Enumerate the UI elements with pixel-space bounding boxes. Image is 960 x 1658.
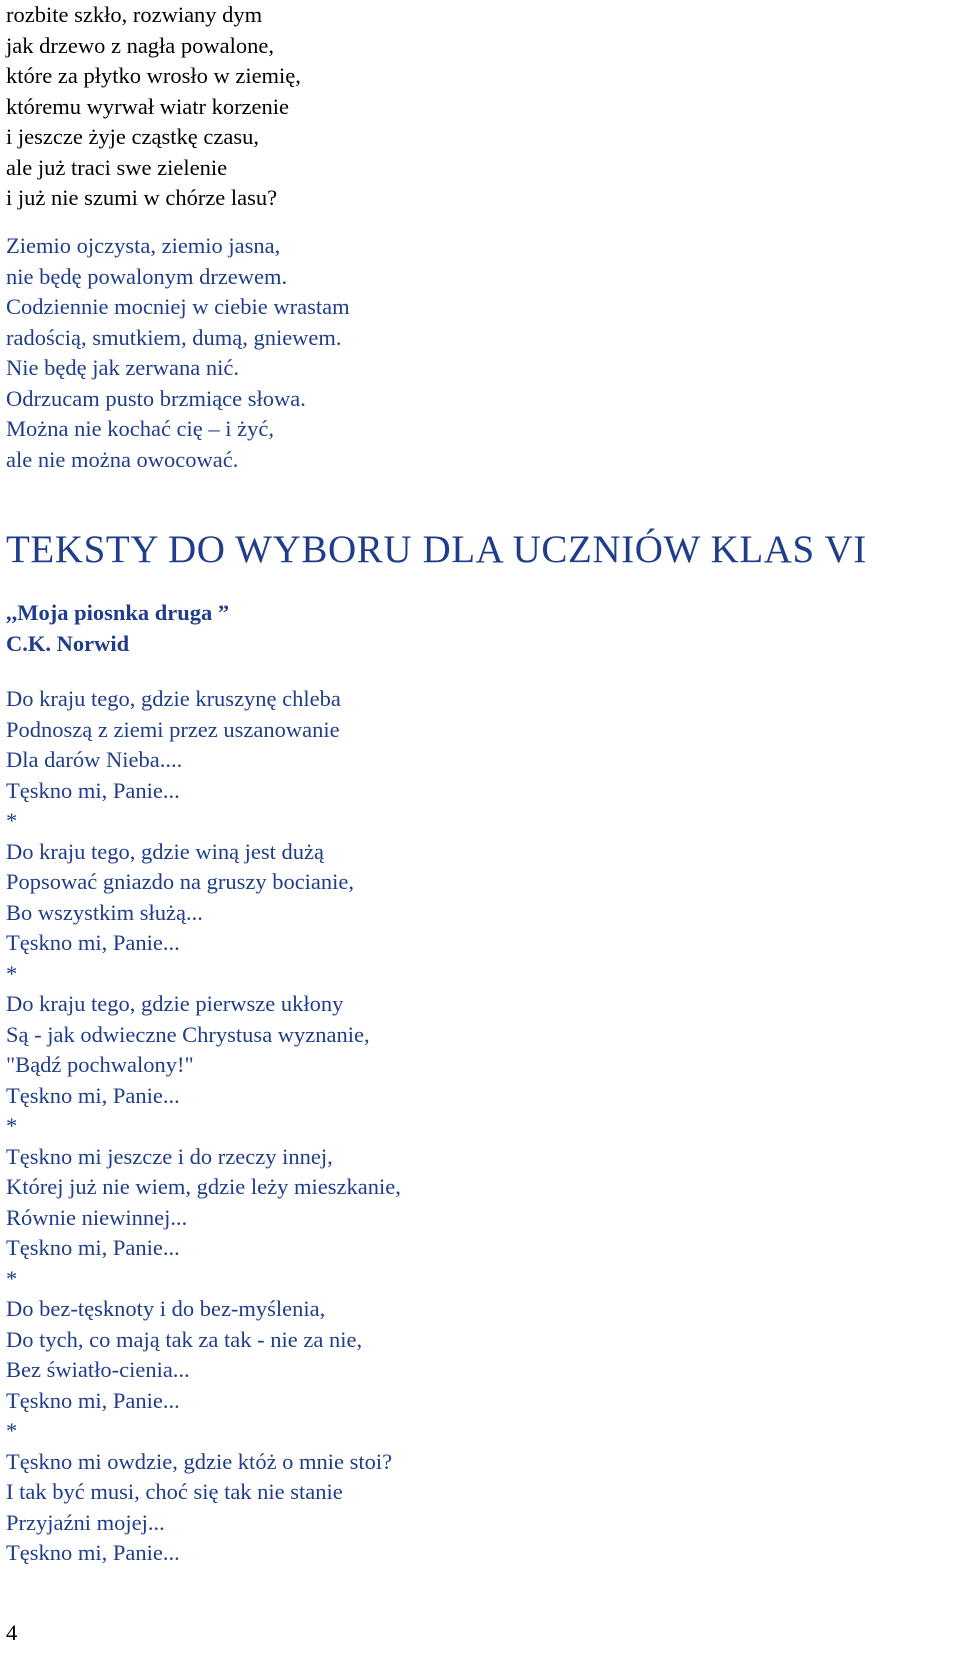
- poem-line: Dla darów Nieba....: [6, 747, 183, 772]
- poem-line: Do kraju tego, gdzie kruszynę chleba: [6, 686, 341, 711]
- poem-line: Bez światło-cienia...: [6, 1357, 190, 1382]
- poem-line: Tęskno mi, Panie...: [6, 777, 180, 803]
- poem-line: Której już nie wiem, gdzie leży mieszkanie,: [6, 1174, 401, 1199]
- poem-line: Tęskno mi jeszcze i do rzeczy innej,: [6, 1143, 333, 1169]
- poem-line: ale nie można owocować.: [6, 446, 239, 472]
- poem-line: i jeszcze żyje cząstkę czasu,: [6, 124, 259, 149]
- stanza-separator: *: [6, 960, 18, 986]
- poem-line: nie będę powalonym drzewem.: [6, 263, 288, 289]
- poem-title: ,,Moja piosnka druga ”: [6, 600, 230, 625]
- poem-line: Przyjaźni mojej...: [6, 1509, 165, 1535]
- poem-line: radością, smutkiem, dumą, gniewem.: [6, 324, 342, 350]
- stanza-separator: *: [6, 1265, 18, 1291]
- poem-line: Tęskno mi, Panie...: [6, 1082, 180, 1108]
- poem-line: Tęskno mi owdzie, gdzie któż o mnie stoi?: [6, 1448, 393, 1474]
- poem-line: i już nie szumi w chórze lasu?: [6, 185, 278, 210]
- poem-line: Tęskno mi, Panie...: [6, 930, 180, 955]
- poem-line: Nie będę jak zerwana nić.: [6, 355, 239, 380]
- poem-line: Można nie kochać cię – i żyć,: [6, 416, 275, 441]
- poem-line: Codziennie mocniej w ciebie wrastam: [6, 294, 350, 319]
- stanza-separator: *: [6, 808, 18, 833]
- poem-author: C.K. Norwid: [6, 631, 130, 656]
- poem-line: Tęskno mi, Panie...: [6, 1387, 180, 1413]
- poem-line: "Bądź pochwalony!": [6, 1052, 194, 1077]
- stanza-separator: *: [6, 1418, 18, 1443]
- poem-line: Tęskno mi, Panie...: [6, 1235, 180, 1260]
- intro-stanza: [6, 0, 301, 214]
- poem-line: Popsować gniazdo na gruszy bocianie,: [6, 869, 355, 894]
- poem-line: ale już traci swe zielenie: [6, 154, 228, 180]
- poem-line: Równie niewinnej...: [6, 1204, 188, 1230]
- poem-line: Ziemio ojczysta, ziemio jasna,: [6, 233, 281, 258]
- poem-line: jak drzewo z nagła powalone,: [6, 32, 275, 58]
- page-number: 4: [6, 1620, 18, 1645]
- poem-line: rozbite szkło, rozwiany dym: [6, 2, 263, 27]
- section-title: TEKSTY DO WYBORU DLA UCZNIÓW KLAS VI: [6, 528, 867, 571]
- poem-line: które za płytko wrosło w ziemię,: [6, 63, 301, 88]
- closing-stanza: [6, 231, 350, 475]
- poem-line: Do kraju tego, gdzie winą jest dużą: [6, 838, 325, 864]
- poem-line: Do bez-tęsknoty i do bez-myślenia,: [6, 1296, 326, 1321]
- poem-line: Tęskno mi, Panie...: [6, 1540, 180, 1565]
- poem-line: Podnoszą z ziemi przez uszanowanie: [6, 716, 340, 742]
- stanza-separator: *: [6, 1113, 18, 1138]
- poem-line: któremu wyrwał wiatr korzenie: [6, 93, 290, 119]
- poem-line: Do kraju tego, gdzie pierwsze ukłony: [6, 991, 344, 1016]
- poem-line: I tak być musi, choć się tak nie stanie: [6, 1479, 343, 1504]
- poem-line: Odrzucam pusto brzmiące słowa.: [6, 385, 306, 411]
- poem-line: Bo wszystkim służą...: [6, 899, 203, 925]
- poem-line: Do tych, co mają tak za tak - nie za nie,: [6, 1326, 363, 1352]
- poem-body: [6, 684, 401, 1569]
- poem-line: Są - jak odwieczne Chrystusa wyznanie,: [6, 1021, 370, 1047]
